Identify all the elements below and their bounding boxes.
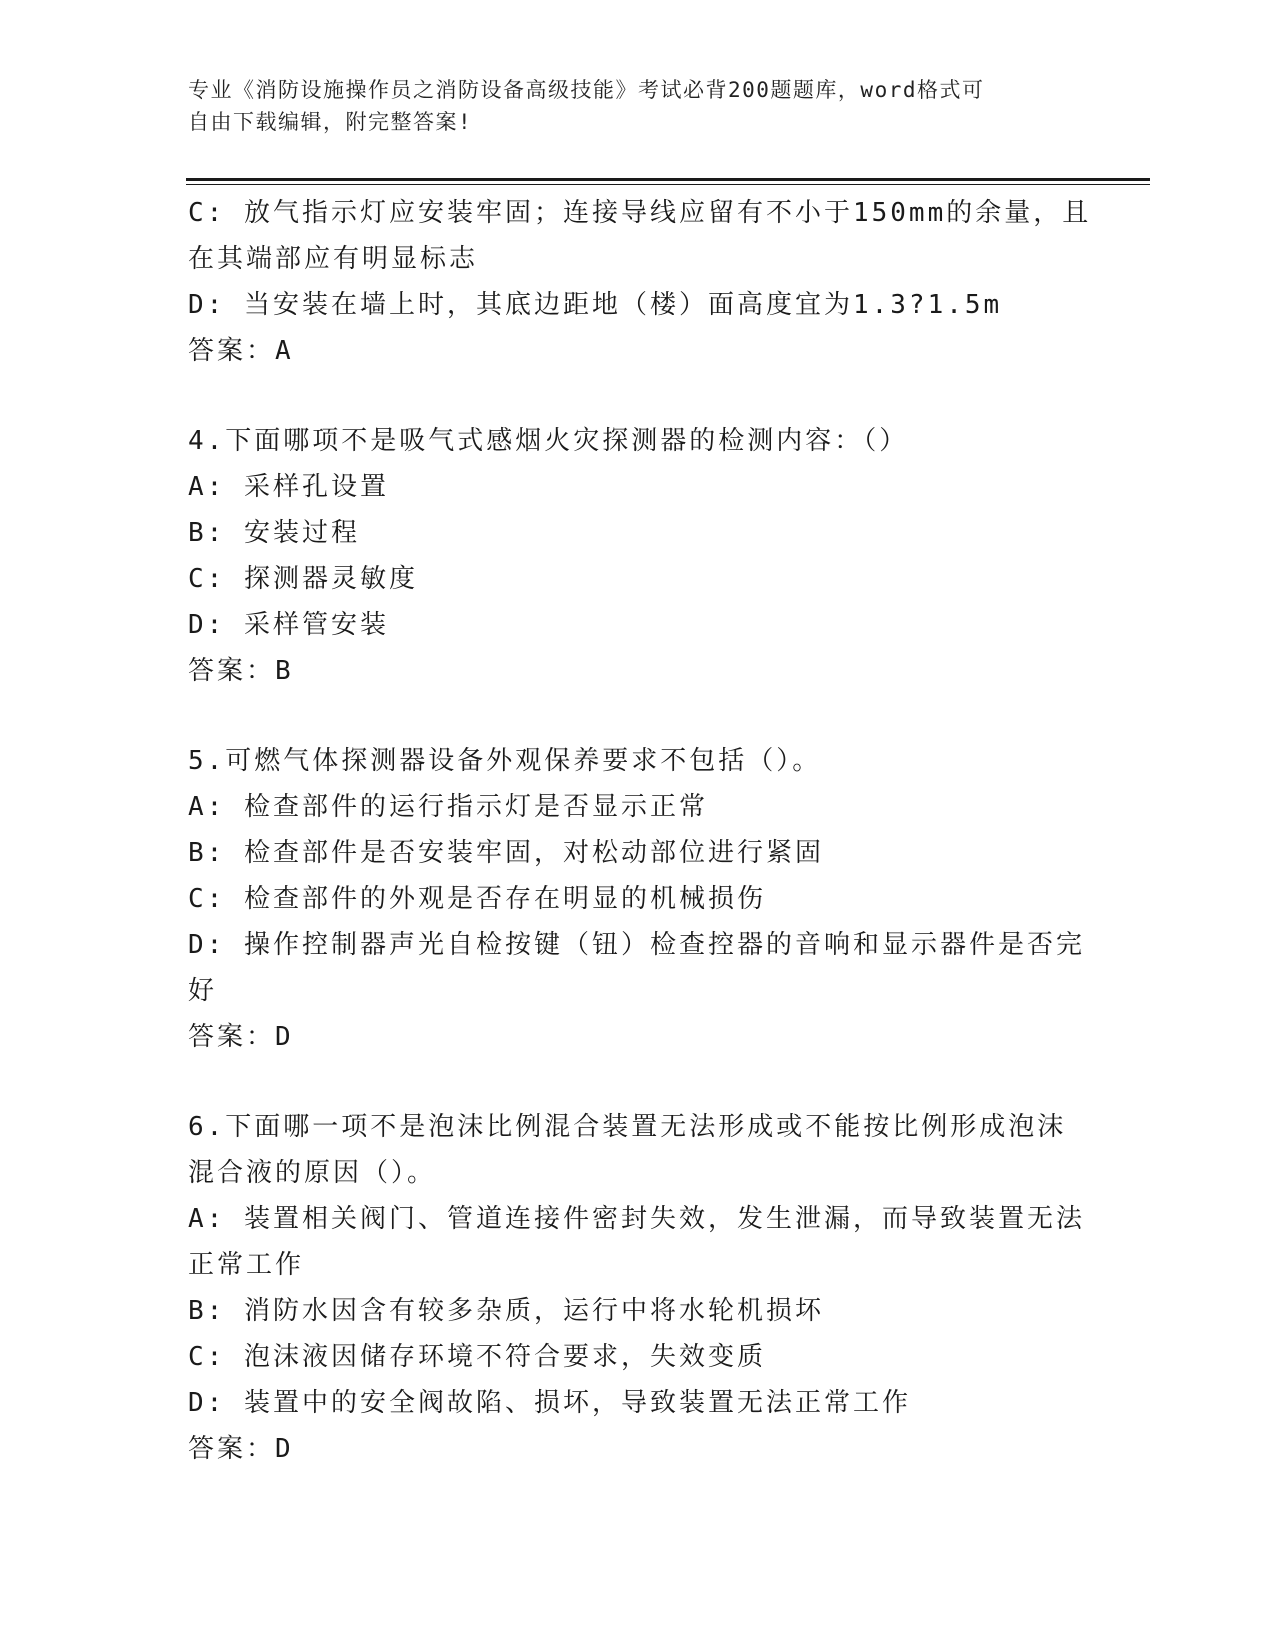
option-d-continued: 好: [188, 976, 218, 1006]
question-text: 6.下面哪一项不是泡沫比例混合装置无法形成或不能按比例形成泡沫: [188, 1112, 1067, 1142]
option-a: A: 装置相关阀门、管道连接件密封失效，发生泄漏，而导致装置无法: [188, 1204, 1085, 1234]
option-c: C: 泡沫液因储存环境不符合要求，失效变质: [188, 1342, 766, 1372]
spacer: [188, 374, 1088, 418]
option-d: D: 当安装在墙上时，其底边距地（楼）面高度宜为1.3?1.5m: [188, 290, 1003, 320]
question-text: 5.可燃气体探测器设备外观保养要求不包括（）。: [188, 746, 822, 776]
question-text: 4.下面哪项不是吸气式感烟火灾探测器的检测内容：（）: [188, 426, 909, 456]
option-b: B: 消防水因含有较多杂质，运行中将水轮机损坏: [188, 1296, 824, 1326]
question-4: [188, 418, 1088, 694]
spacer: [188, 694, 1088, 738]
header-divider-thick: [186, 178, 1150, 181]
option-c-continued: 在其端部应有明显标志: [188, 244, 479, 274]
option-a: A: 采样孔设置: [188, 472, 389, 502]
spacer: [188, 1060, 1088, 1104]
option-d: D: 装置中的安全阀故陷、损坏，导致装置无法正常工作: [188, 1388, 911, 1418]
option-d: D: 操作控制器声光自检按键（钮）检查控器的音响和显示器件是否完: [188, 930, 1085, 960]
header-divider-thin: [186, 184, 1150, 185]
option-c: C: 放气指示灯应安装牢固；连接导线应留有不小于150mm的余量，且: [188, 198, 1092, 228]
header-title-line-2: 自由下载编辑，附完整答案!: [188, 110, 473, 134]
question-5: [188, 738, 1088, 1060]
question-3-continued: [188, 190, 1092, 374]
question-6: [188, 1104, 1088, 1472]
answer-label: 答案：B: [188, 656, 294, 686]
header-title-line-1: 专业《消防设施操作员之消防设备高级技能》考试必背200题题库，word格式可: [188, 78, 985, 102]
option-c: C: 检查部件的外观是否存在明显的机械损伤: [188, 884, 766, 914]
answer-label: 答案：D: [188, 1022, 294, 1052]
option-b: B: 检查部件是否安装牢固，对松动部位进行紧固: [188, 838, 824, 868]
answer-label: 答案：D: [188, 1434, 294, 1464]
option-c: C: 探测器灵敏度: [188, 564, 418, 594]
question-text-continued: 混合液的原因（）。: [188, 1158, 437, 1188]
answer-label: 答案：A: [188, 336, 294, 366]
option-d: D: 采样管安装: [188, 610, 389, 640]
option-a: A: 检查部件的运行指示灯是否显示正常: [188, 792, 708, 822]
question-list: [188, 190, 1092, 1472]
document-header: [188, 74, 1068, 138]
option-b: B: 安装过程: [188, 518, 360, 548]
option-a-continued: 正常工作: [188, 1250, 305, 1280]
